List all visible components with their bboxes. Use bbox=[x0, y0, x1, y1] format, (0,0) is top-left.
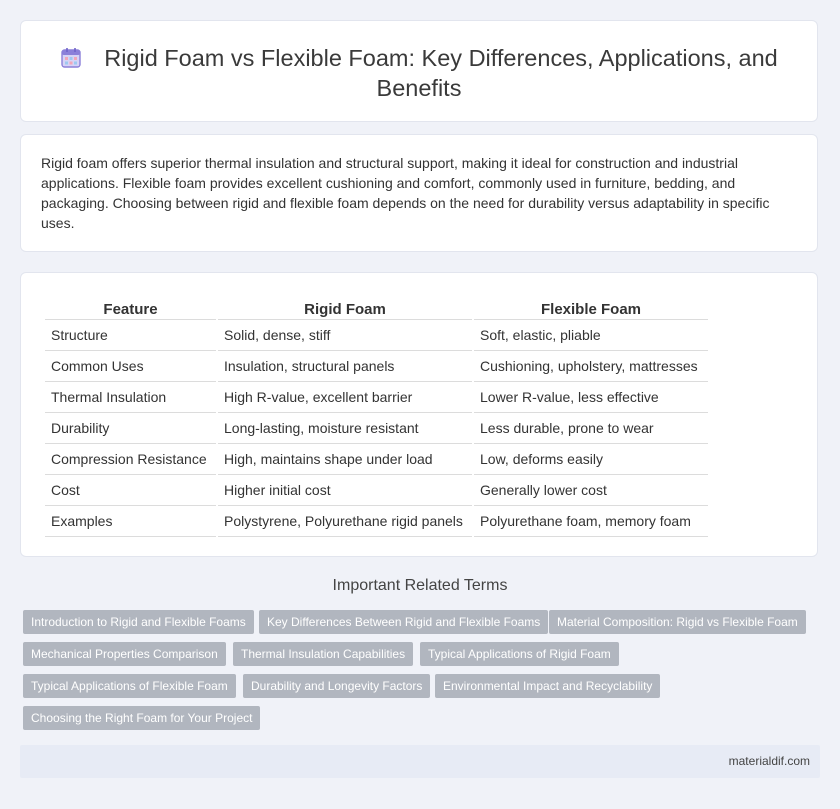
related-tag[interactable]: Durability and Longevity Factors bbox=[243, 674, 430, 698]
header-feature: Feature bbox=[45, 297, 216, 320]
comparison-table-card bbox=[20, 272, 818, 557]
calendar-icon bbox=[60, 47, 82, 69]
cell-flexible: Cushioning, upholstery, mattresses bbox=[474, 351, 708, 382]
page-title-wrap bbox=[21, 43, 817, 103]
cell-rigid: Polystyrene, Polyurethane rigid panels bbox=[218, 506, 472, 537]
cell-feature: Thermal Insulation bbox=[45, 382, 216, 413]
cell-rigid: High, maintains shape under load bbox=[218, 444, 472, 475]
cell-feature: Examples bbox=[45, 506, 216, 537]
related-tag[interactable]: Mechanical Properties Comparison bbox=[23, 642, 226, 666]
page-title: Rigid Foam vs Flexible Foam: Key Differences, Applications, and Benefits bbox=[104, 45, 778, 101]
cell-feature: Compression Resistance bbox=[45, 444, 216, 475]
cell-rigid: Higher initial cost bbox=[218, 475, 472, 506]
cell-rigid: High R-value, excellent barrier bbox=[218, 382, 472, 413]
cell-rigid: Solid, dense, stiff bbox=[218, 320, 472, 351]
table-row bbox=[45, 320, 708, 351]
cell-rigid: Long-lasting, moisture resistant bbox=[218, 413, 472, 444]
related-terms-title: Important Related Terms bbox=[332, 577, 508, 594]
cell-flexible: Soft, elastic, pliable bbox=[474, 320, 708, 351]
cell-flexible: Generally lower cost bbox=[474, 475, 708, 506]
header-flexible-foam: Flexible Foam bbox=[474, 297, 708, 320]
table-row bbox=[45, 382, 708, 413]
table-row bbox=[45, 444, 708, 475]
cell-feature: Cost bbox=[45, 475, 216, 506]
related-tag[interactable]: Introduction to Rigid and Flexible Foams bbox=[23, 610, 254, 634]
intro-text: Rigid foam offers superior thermal insulation and structural support, making it ideal for construction and industrial applications. Flexible foam provides excellent cushioning and comfort, commonly used in furniture, bedding, and packaging. Choosing between rigid and flexible foam depends on the need for durability versus adaptability in specific uses. bbox=[41, 155, 770, 231]
related-tag[interactable]: Choosing the Right Foam for Your Project bbox=[23, 706, 260, 730]
cell-feature: Structure bbox=[45, 320, 216, 351]
cell-flexible: Lower R-value, less effective bbox=[474, 382, 708, 413]
cell-feature: Durability bbox=[45, 413, 216, 444]
cell-flexible: Polyurethane foam, memory foam bbox=[474, 506, 708, 537]
related-tag[interactable]: Material Composition: Rigid vs Flexible Foam bbox=[549, 610, 806, 634]
comparison-table bbox=[43, 297, 710, 537]
table-row bbox=[45, 506, 708, 537]
table-header-row bbox=[45, 297, 708, 320]
related-tag[interactable]: Thermal Insulation Capabilities bbox=[233, 642, 413, 666]
table-row bbox=[45, 413, 708, 444]
cell-feature: Common Uses bbox=[45, 351, 216, 382]
cell-rigid: Insulation, structural panels bbox=[218, 351, 472, 382]
related-tag[interactable]: Environmental Impact and Recyclability bbox=[435, 674, 660, 698]
related-tag[interactable]: Key Differences Between Rigid and Flexible Foams bbox=[259, 610, 548, 634]
table-row bbox=[45, 351, 708, 382]
related-tag[interactable]: Typical Applications of Rigid Foam bbox=[420, 642, 619, 666]
cell-flexible: Less durable, prone to wear bbox=[474, 413, 708, 444]
table-row bbox=[45, 475, 708, 506]
header-rigid-foam: Rigid Foam bbox=[218, 297, 472, 320]
related-tag[interactable]: Typical Applications of Flexible Foam bbox=[23, 674, 236, 698]
cell-flexible: Low, deforms easily bbox=[474, 444, 708, 475]
footer-site[interactable]: materialdif.com bbox=[728, 754, 810, 768]
footer bbox=[20, 745, 820, 778]
intro-card bbox=[20, 134, 818, 252]
title-card bbox=[20, 20, 818, 122]
